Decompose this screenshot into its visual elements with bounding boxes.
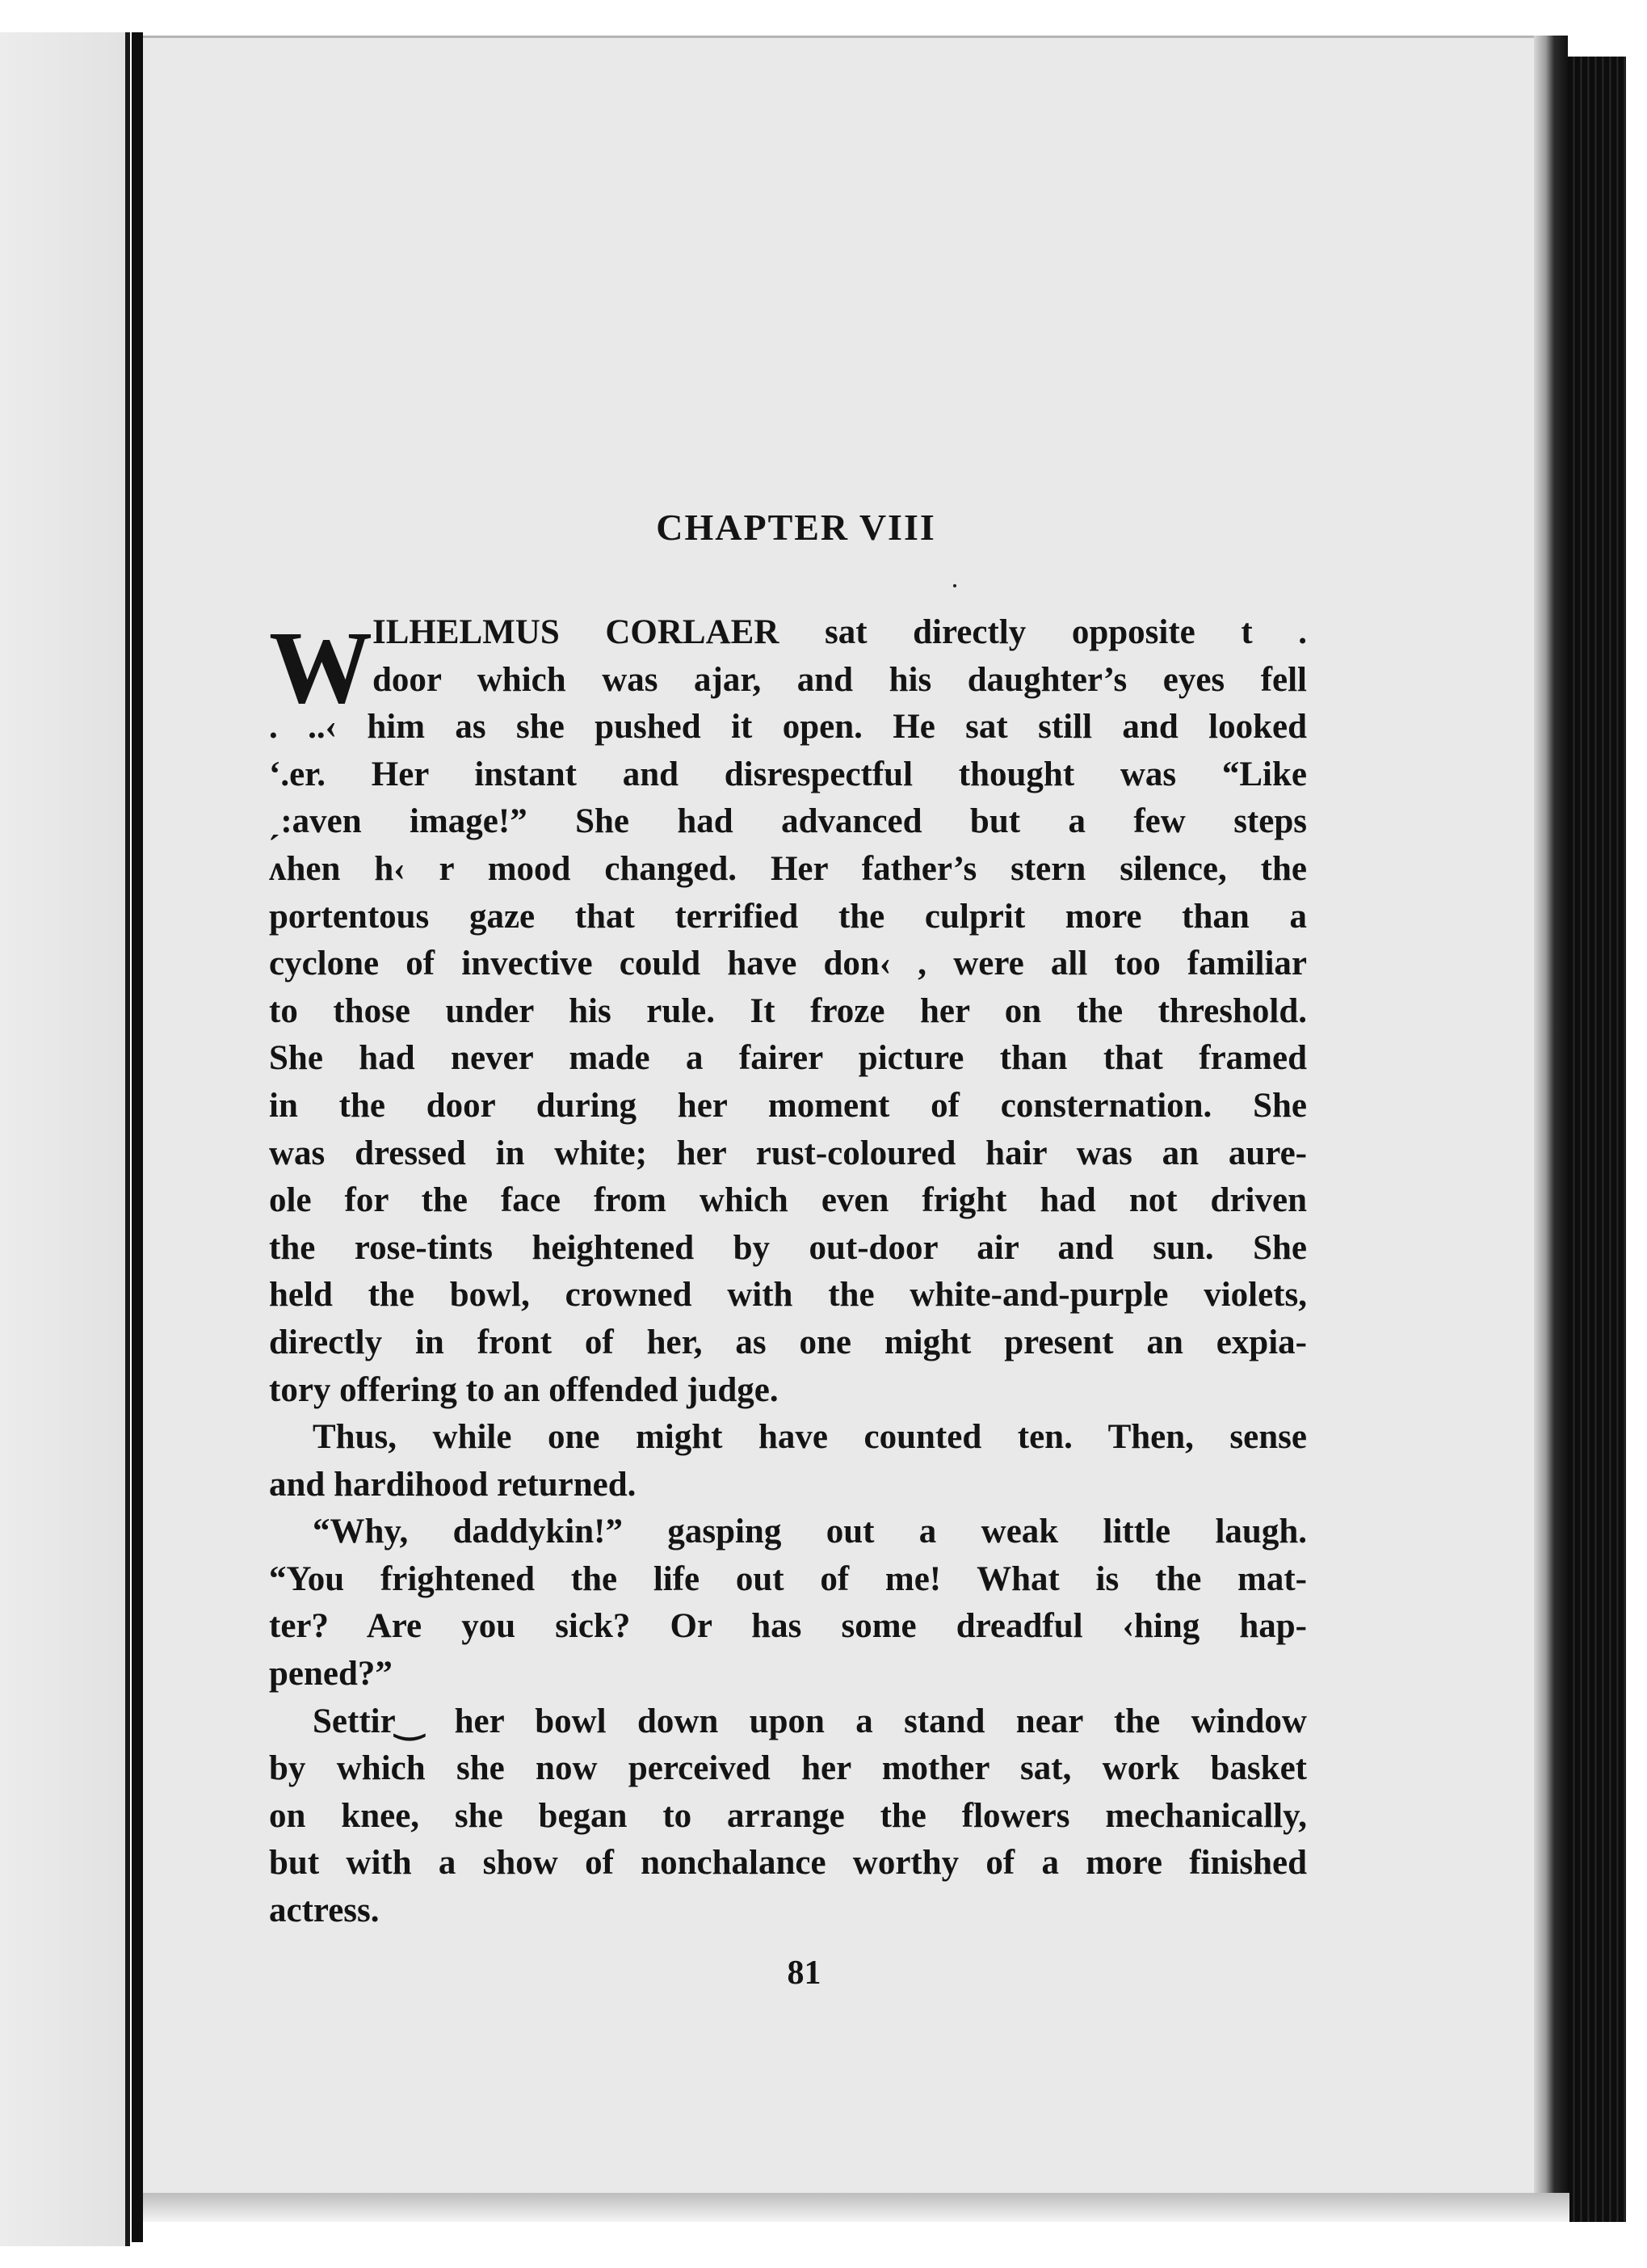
text-line: in the door during her moment of consternation. She: [269, 1086, 1307, 1125]
text-line: ʌhen h‹ r mood changed. Her father’s stern silence, the: [269, 849, 1307, 888]
text-line: actress.: [269, 1891, 380, 1930]
text-line: door which was ajar, and his daughter’s eyes fell: [372, 660, 1307, 699]
paragraph: [269, 1508, 1307, 1698]
text-line: the rose-tints heightened by out-door air and sun. She: [269, 1228, 1307, 1267]
book-gutter: [132, 32, 143, 2242]
text-line: held the bowl, crowned with the white-and-purple violets,: [269, 1276, 1307, 1315]
text-line: . ..‹ him as she pushed it open. He sat still and looked: [269, 708, 1307, 747]
text-line: but with a show of nonchalance worthy of a more finished: [269, 1844, 1307, 1883]
text-line: ˏ:aven image!” She had advanced but a few steps: [269, 802, 1307, 841]
text-line: Thus, while one might have counted ten. Then, sense: [313, 1418, 1307, 1457]
text-line: ter? Are you sick? Or has some dreadful ‹hing hap-: [269, 1607, 1307, 1646]
text-line: ole for the face from which even fright had not driven: [269, 1181, 1307, 1220]
page-number: 81: [787, 1955, 821, 1992]
text-line: “You frightened the life out of me! What is the mat-: [269, 1559, 1307, 1598]
text-line: ‘.er. Her instant and disrespectful thought was “Like: [269, 755, 1307, 793]
page-text-block: [269, 507, 1307, 1992]
drop-cap: W: [269, 610, 372, 725]
paragraph: [269, 1698, 1307, 1935]
text-line: Settir‿ her bowl down upon a stand near the window: [313, 1702, 1307, 1740]
opening-paragraph: [269, 609, 1307, 1414]
book-block-edge: [1568, 57, 1626, 2222]
text-line: on knee, she began to arrange the flowers mechanically,: [269, 1796, 1307, 1835]
chapter-body: [269, 609, 1307, 1935]
text-line: She had never made a fairer picture than that framed: [269, 1039, 1307, 1078]
text-line: pened?”: [269, 1655, 393, 1694]
text-line: directly in front of her, as one might present an expia-: [269, 1323, 1307, 1361]
text-line: was dressed in white; her rust-coloured hair was an aure-: [269, 1134, 1307, 1172]
page-right-edge-shadow: [1534, 36, 1568, 2193]
left-facing-page-edge: [0, 32, 130, 2246]
text-line: and hardihood returned.: [269, 1465, 637, 1504]
text-line: “Why, daddykin!” gasping out a weak little laugh.: [313, 1513, 1307, 1551]
text-line: cyclone of invective could have don‹ , were all too familiar: [269, 945, 1307, 983]
text-line: to those under his rule. It froze her on the threshold.: [269, 991, 1307, 1030]
text-line: portentous gaze that terrified the culprit more than a: [269, 897, 1307, 936]
text-line: tory offering to an offended judge.: [269, 1370, 779, 1409]
paragraph: [269, 1414, 1307, 1508]
chapter-title: CHAPTER VIII: [656, 507, 936, 548]
text-line: by which she now perceived her mother sat, work basket: [269, 1749, 1307, 1788]
text-line: ILHELMUS CORLAER sat directly opposite t .: [372, 613, 1307, 651]
page-bottom-shadow: [143, 2193, 1569, 2222]
